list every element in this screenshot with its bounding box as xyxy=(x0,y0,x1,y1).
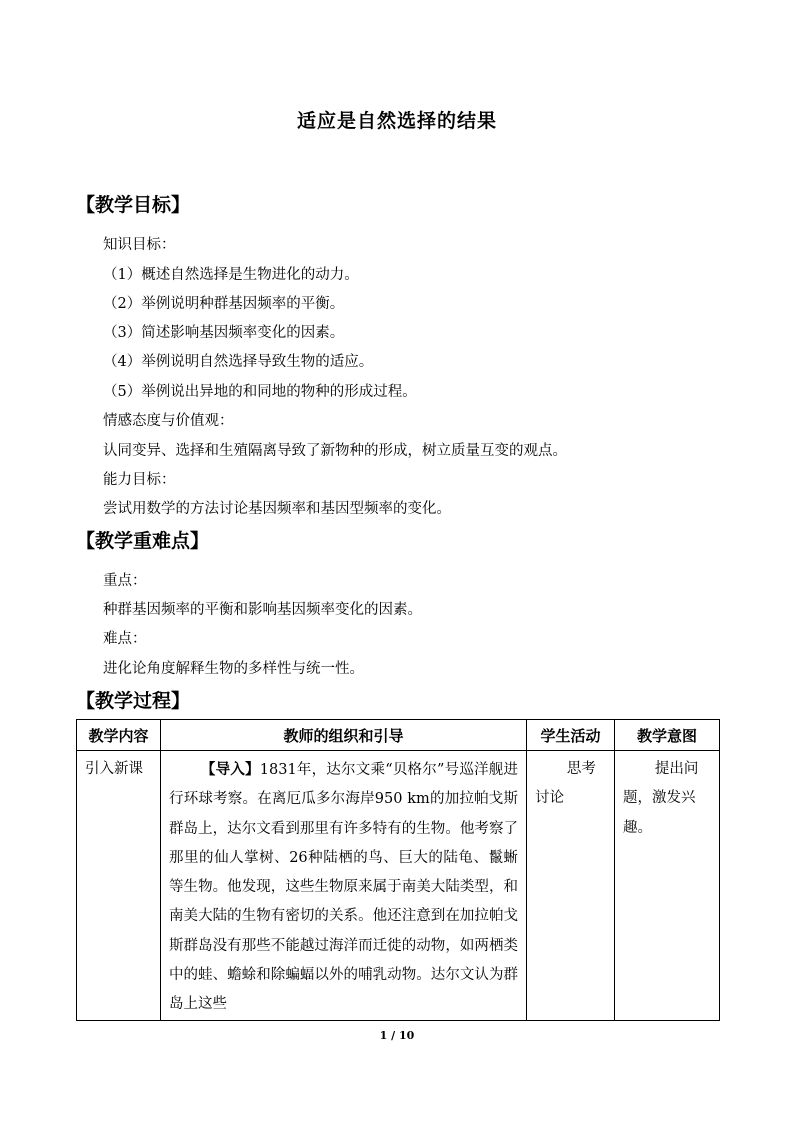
cell-intent-text: 提出问题，激发兴趣。 xyxy=(623,761,699,836)
objectives-line: 知识目标： xyxy=(103,237,176,253)
section-heading-process: 【教学过程】 xyxy=(76,690,191,712)
column-header-student: 学生活动 xyxy=(527,720,615,751)
objectives-line: 尝试用数学的方法讨论基因频率和基因型频率的变化。 xyxy=(103,501,451,517)
objectives-line: （2）举例说明种群基因频率的平衡。 xyxy=(103,296,345,312)
objectives-line: （1）概述自然选择是生物进化的动力。 xyxy=(103,267,359,283)
key-points-line: 种群基因频率的平衡和影响基因频率变化的因素。 xyxy=(103,602,422,618)
objectives-line: （5）举例说出异地的和同地的物种的形成过程。 xyxy=(103,384,417,400)
cell-student-text: 思考讨论 xyxy=(535,761,596,807)
cell-intent xyxy=(615,751,720,1021)
document-title: 适应是自然选择的结果 xyxy=(296,110,497,132)
objectives-line: 认同变异、选择和生殖隔离导致了新物种的形成，树立质量互变的观点。 xyxy=(103,443,567,459)
column-header-teacher: 教师的组织和引导 xyxy=(161,720,527,751)
objectives-line: （4）举例说明自然选择导致生物的适应。 xyxy=(103,354,374,370)
cell-teacher xyxy=(161,751,527,1021)
key-points-line: 进化论角度解释生物的多样性与统一性。 xyxy=(103,661,364,677)
table-row xyxy=(77,751,720,1021)
objectives-line: 能力目标： xyxy=(103,472,176,488)
objectives-line: （3）简述影响基因频率变化的因素。 xyxy=(103,325,345,341)
cell-teacher-paragraph xyxy=(161,751,526,1020)
objectives-line: 情感态度与价值观： xyxy=(103,413,234,429)
key-points-line: 难点： xyxy=(103,631,147,647)
intro-tag: 【导入】 xyxy=(200,761,260,778)
table-header-row xyxy=(77,720,720,751)
process-table xyxy=(76,719,720,1021)
cell-teacher-text: 1831年，达尔文乘“贝格尔”号巡洋舰进行环球考察。在离厄瓜多尔海岸950 km的加拉帕戈斯群岛上，达尔文看到那里有许多特有的生物。他考察了那里的仙人掌树、26种陆栖的鸟、巨大的陆龟、鬣蜥等生物。他发现，这些生物原来属于南美大陆类型，和南美大陆的生物有密切的关系。他还注意到在加拉帕戈斯群岛没有那些不能越过海洋而迁徙的动物，如两栖类中的蛙、蟾蜍和除蝙蝠以外的哺乳动物。达尔文认为群岛上这些 xyxy=(169,762,518,1013)
section-heading-key-points: 【教学重难点】 xyxy=(76,530,210,552)
cell-content-text: 引入新课 xyxy=(85,761,143,777)
page-number: 1 / 10 xyxy=(379,1029,415,1042)
cell-student xyxy=(527,751,615,1021)
section-heading-objectives: 【教学目标】 xyxy=(76,194,191,216)
cell-content xyxy=(77,751,161,1021)
column-header-intent: 教学意图 xyxy=(615,720,720,751)
column-header-content: 教学内容 xyxy=(77,720,161,751)
key-points-line: 重点： xyxy=(103,573,147,589)
